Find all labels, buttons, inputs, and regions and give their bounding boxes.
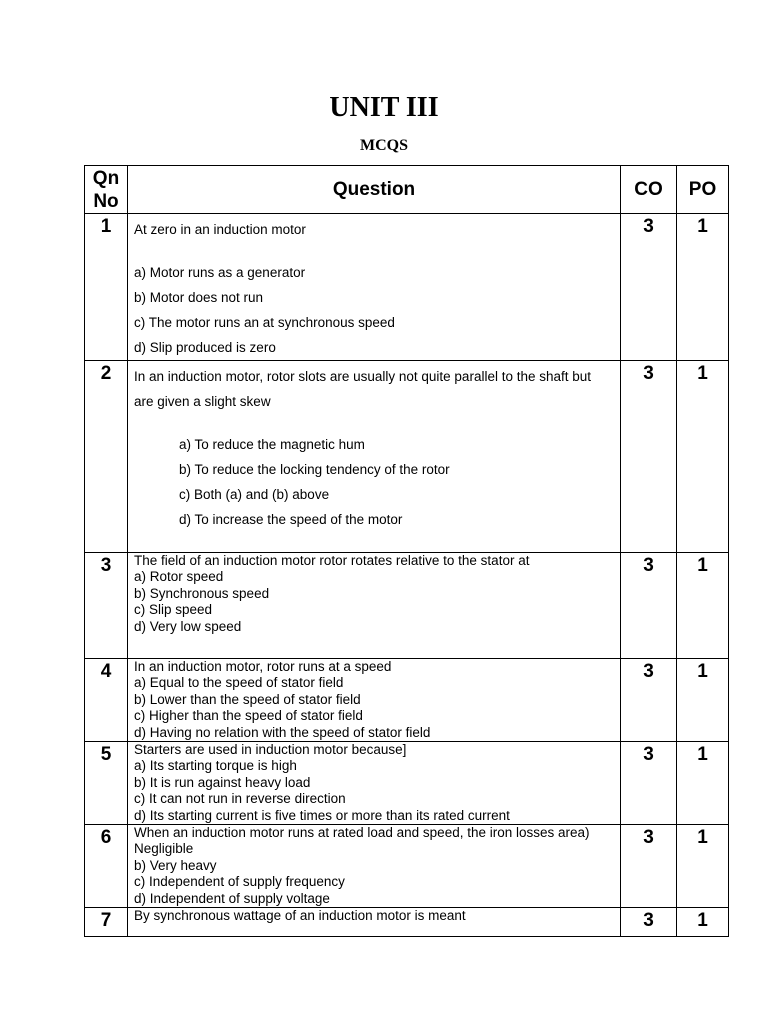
option-a: a) To reduce the magnetic hum — [179, 437, 365, 452]
header-qn-no: Qn No — [85, 166, 128, 214]
table-row — [85, 214, 729, 361]
co-value: 3 — [621, 742, 677, 825]
question-number: 1 — [85, 214, 128, 361]
header-question: Question — [128, 166, 621, 214]
co-value: 3 — [621, 825, 677, 908]
header-po: PO — [677, 166, 729, 214]
question-cell — [128, 742, 621, 825]
table-row — [85, 908, 729, 937]
question-text: Starters are used in induction motor because] — [134, 742, 407, 758]
question-text: At zero in an induction motor — [134, 222, 306, 237]
option-c: c) It can not run in reverse direction — [134, 791, 346, 807]
po-value: 1 — [677, 361, 729, 553]
question-text: The field of an induction motor rotor rotates relative to the stator at — [134, 553, 530, 568]
question-text: In an induction motor, rotor slots are usually not quite parallel to the shaft but are given a slight skew — [134, 369, 592, 409]
option-c: c) Independent of supply frequency — [134, 874, 345, 890]
question-number: 2 — [85, 361, 128, 553]
page-subtitle: MCQS — [360, 137, 408, 154]
question-cell — [128, 361, 621, 553]
co-value: 3 — [621, 908, 677, 937]
question-cell — [128, 214, 621, 361]
po-value: 1 — [677, 553, 729, 659]
question-text: By synchronous wattage of an induction motor is meant — [134, 908, 466, 924]
option-d: d) Very low speed — [134, 618, 242, 634]
option-d: d) Independent of supply voltage — [134, 890, 330, 906]
option-c: c) Slip speed — [134, 602, 213, 618]
mcq-table — [84, 165, 729, 937]
table-row — [85, 825, 729, 908]
question-text: In an induction motor, rotor runs at a speed — [134, 659, 392, 674]
option-b: b) Lower than the speed of stator field — [134, 691, 361, 707]
option-a: a) Rotor speed — [134, 569, 224, 585]
question-number: 5 — [85, 742, 128, 825]
question-text: When an induction motor runs at rated load and speed, the iron losses area) Negligible — [134, 825, 590, 857]
question-number: 4 — [85, 659, 128, 742]
question-cell — [128, 825, 621, 908]
option-c: c) Higher than the speed of stator field — [134, 708, 363, 724]
table-row — [85, 742, 729, 825]
option-d: d) To increase the speed of the motor — [179, 512, 403, 527]
option-d: d) Slip produced is zero — [134, 340, 276, 355]
question-number: 3 — [85, 553, 128, 659]
po-value: 1 — [677, 659, 729, 742]
option-a: a) Its starting torque is high — [134, 758, 297, 774]
table-row — [85, 659, 729, 742]
option-b: b) It is run against heavy load — [134, 774, 311, 790]
option-c: c) The motor runs an at synchronous speed — [134, 315, 395, 330]
table-row — [85, 361, 729, 553]
header-co: CO — [621, 166, 677, 214]
option-a: a) Equal to the speed of stator field — [134, 675, 344, 691]
option-d: d) Having no relation with the speed of stator field — [134, 724, 431, 740]
table-header-row — [85, 166, 729, 214]
question-cell — [128, 553, 621, 659]
option-b: b) Very heavy — [134, 857, 217, 873]
option-b: b) To reduce the locking tendency of the rotor — [179, 462, 450, 477]
option-b: b) Motor does not run — [134, 290, 264, 305]
po-value: 1 — [677, 742, 729, 825]
co-value: 3 — [621, 214, 677, 361]
table-row — [85, 553, 729, 659]
page-title: UNIT III — [329, 92, 439, 123]
question-number: 6 — [85, 825, 128, 908]
co-value: 3 — [621, 553, 677, 659]
co-value: 3 — [621, 361, 677, 553]
po-value: 1 — [677, 908, 729, 937]
question-cell — [128, 659, 621, 742]
co-value: 3 — [621, 659, 677, 742]
question-cell — [128, 908, 621, 937]
option-d: d) Its starting current is five times or more than its rated current — [134, 807, 510, 823]
option-b: b) Synchronous speed — [134, 585, 270, 601]
po-value: 1 — [677, 214, 729, 361]
option-a: a) Motor runs as a generator — [134, 265, 306, 280]
po-value: 1 — [677, 825, 729, 908]
option-c: c) Both (a) and (b) above — [179, 487, 330, 502]
question-number: 7 — [85, 908, 128, 937]
